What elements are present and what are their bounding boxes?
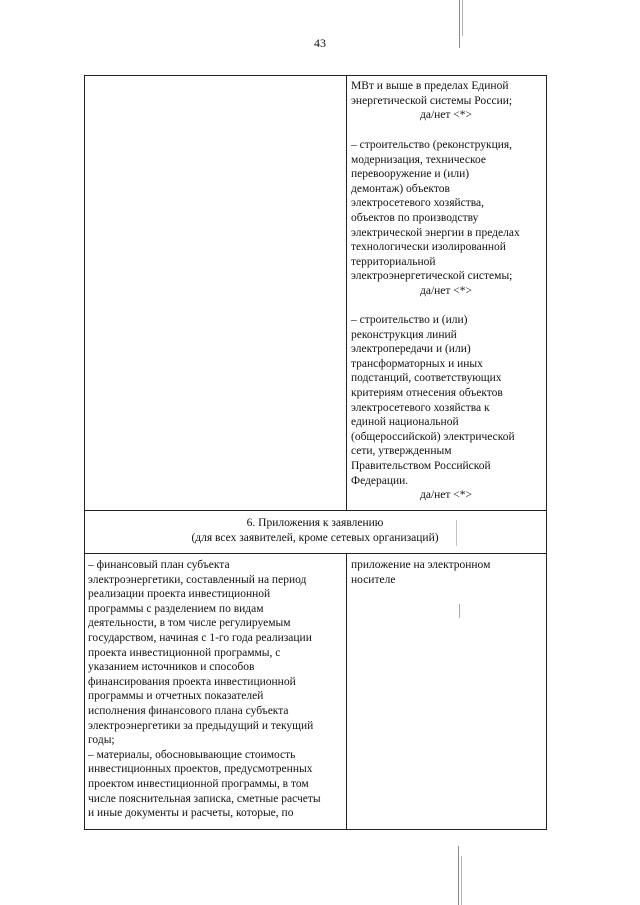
yes-no-note-3: да/нет <*> (419, 489, 473, 501)
section-6-title: 6. Приложения к заявлению (246, 517, 384, 529)
table-border-right (546, 75, 547, 830)
table-border-top (84, 75, 547, 76)
scan-artifact (459, 604, 460, 618)
attachments-description: – финансовый план субъекта электроэнергетики, составленный на период реализации проекта инвестиционной программы с разделением по видам деятельности, в том числе регулируемым государством, начиная с 1-го года реализации проекта инвестиционной программы, с указанием источников и способов финансирования проекта инвестиционной программы и отчетных показателей исполнения финансового плана субъекта электроэнергетики за предыдущий и текущий годы; – материалы, обосновывающие стоимость инвестиционных проектов, предусмотренных проектом инвестиционной программы, в том числе пояснительная записка, сметные расчеты и иные документы и расчеты, которые, по (88, 559, 321, 820)
column-divider-lower (346, 553, 347, 830)
criterion-text-2: – строительство (реконструкция, модернизация, техническое перевооружение и (или) демонтаж) объектов электросетевого хозяйства, объектов по производству электрической энергии в пределах технологически изолированной территориальной электроэнергетической системы; (351, 139, 520, 283)
table-border-left (84, 75, 85, 830)
criterion-text-3: – строительство и (или) реконструкция линий электропередачи и (или) трансформаторных и иных подстанций, соответствующих критериям отнесения объектов электросетевого хозяйства к единой национальной (общероссийской) электрической сети, утвержденным Правительством Российской Федерации. (351, 314, 515, 487)
attachment-format: приложение на электронном носителе (351, 559, 491, 586)
criterion-text-1: МВт и выше в пределах Единой энергетической системы России; (351, 80, 513, 107)
yes-no-note-2: да/нет <*> (419, 285, 473, 297)
column-divider-upper (346, 75, 347, 510)
scan-artifact (459, 0, 460, 48)
row-divider-after-header (84, 553, 547, 554)
table-border-bottom (84, 829, 547, 830)
page-number: 43 (314, 36, 326, 50)
scan-artifact (462, 0, 463, 36)
section-6-header (84, 516, 546, 545)
row-divider-section (84, 510, 547, 511)
scan-artifact (461, 856, 462, 905)
section-6-subtitle: (для всех заявителей, кроме сетевых организаций) (191, 531, 439, 544)
scan-artifact (458, 846, 459, 905)
yes-no-note-1: да/нет <*> (419, 109, 473, 121)
